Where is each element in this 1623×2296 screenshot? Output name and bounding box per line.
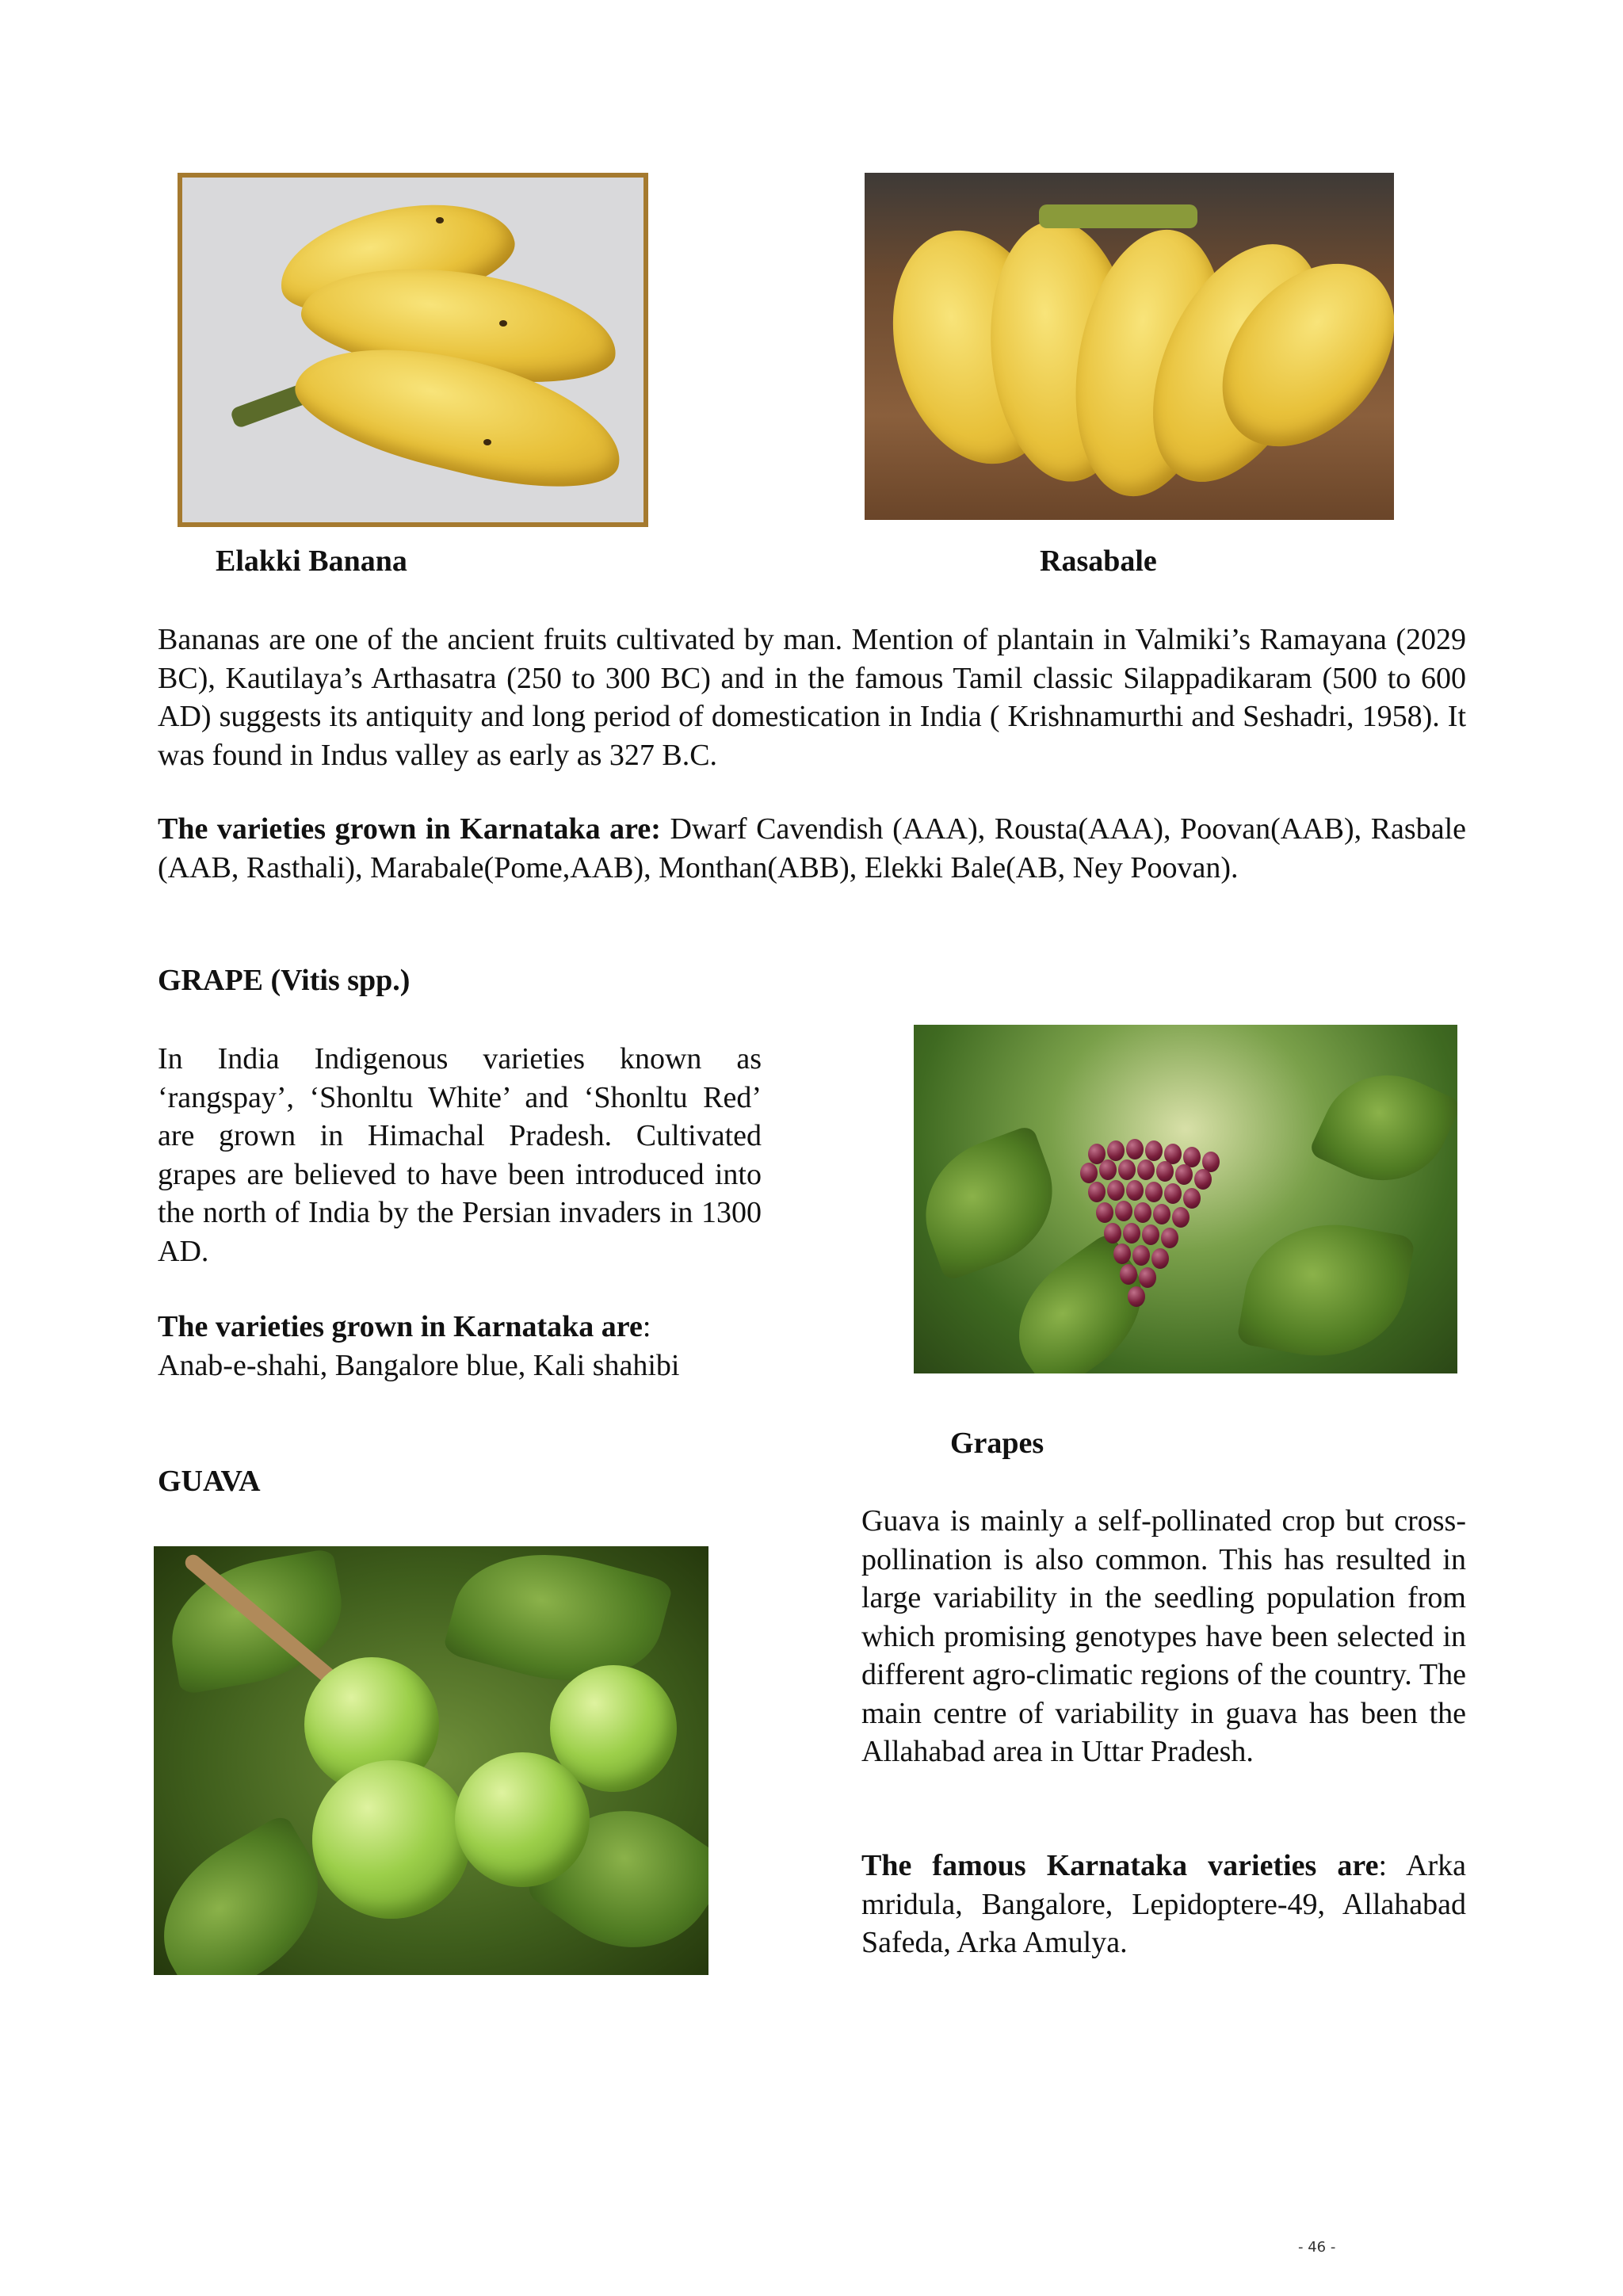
- banana-spot: [483, 439, 491, 445]
- page-number: - 46 -: [1298, 2239, 1336, 2256]
- banana-paragraph: Bananas are one of the ancient fruits cultivated by man. Mention of plantain in Valmiki’s Ramayana (2029 BC), Kautilaya’s Arthasatra (250 to 300 BC) and in the famous Tamil classic Silappadikaram (500 to 600 AD) suggests its antiquity and long period of domestication in India ( Krishnamurthi and Seshadri, 1958). It was found in Indus valley as early as 327 B.C.: [158, 623, 1466, 772]
- banana-varieties-text: Dwarf Cavendish (AAA), Rousta(AAA), Poovan(AAB), Rasbale (AAB, Rasthali), Marabale(Pome,AAB), Monthan(ABB), Elekki Bale(AB, Ney Poovan).: [158, 812, 1466, 884]
- guava-varieties-colon: :: [1378, 1849, 1388, 1882]
- rasabale-image: [865, 173, 1394, 520]
- grape-varieties-paragraph: [158, 1308, 762, 1385]
- guava-fruit: [312, 1760, 471, 1919]
- banana-spot: [499, 320, 507, 327]
- banana-stem: [1039, 204, 1197, 228]
- guava-varieties-label: The famous Karnataka varieties are: [861, 1849, 1379, 1882]
- elakki-banana-image: [178, 173, 648, 527]
- leaf: [1308, 1052, 1457, 1203]
- guava-varieties-paragraph: [861, 1847, 1466, 1962]
- guava-paragraph: Guava is mainly a self-pollinated crop but cross-pollination is also common. This has resulted in large variability in the seedling population from which promising genotypes have been selected in different agro-climatic regions of the country. The main centre of variability in guava has been the Allahabad area in Uttar Pradesh.: [861, 1504, 1466, 1768]
- leaf: [1236, 1210, 1415, 1370]
- guava-varieties-text: Arka mridula, Bangalore, Lepidoptere-49, Allahabad Safeda, Arka Amulya.: [861, 1849, 1467, 1959]
- banana-spot: [436, 217, 444, 223]
- grape-heading: GRAPE (Vitis spp.): [158, 964, 411, 997]
- grape-varieties-colon: :: [642, 1310, 651, 1343]
- guava-image: [154, 1546, 708, 1975]
- grape-paragraph: In India Indigenous varieties known as ‘rangspay’, ‘Shonltu White’ and ‘Shonltu Red’ are grown in Himachal Pradesh. Cultivated grapes are believed to have been introduced into the north of India by the Persian invaders in 1300 AD.: [158, 1042, 762, 1268]
- grapes-image: [914, 1025, 1457, 1373]
- guava-fruit: [455, 1752, 590, 1887]
- leaf: [914, 1124, 1073, 1282]
- grape-varieties-text: Anab-e-shahi, Bangalore blue, Kali shahibi: [158, 1348, 680, 1382]
- banana-varieties-label: The varieties grown in Karnataka are:: [158, 812, 661, 846]
- grape-cluster: [1072, 1136, 1247, 1342]
- guava-heading: GUAVA: [158, 1465, 261, 1498]
- grape-varieties-label: The varieties grown in Karnataka are: [158, 1310, 643, 1343]
- banana-varieties-paragraph: [158, 810, 1466, 887]
- caption-grapes: Grapes: [950, 1427, 1044, 1460]
- caption-rasabale: Rasabale: [1040, 544, 1157, 578]
- caption-elakki-banana: Elakki Banana: [216, 544, 407, 578]
